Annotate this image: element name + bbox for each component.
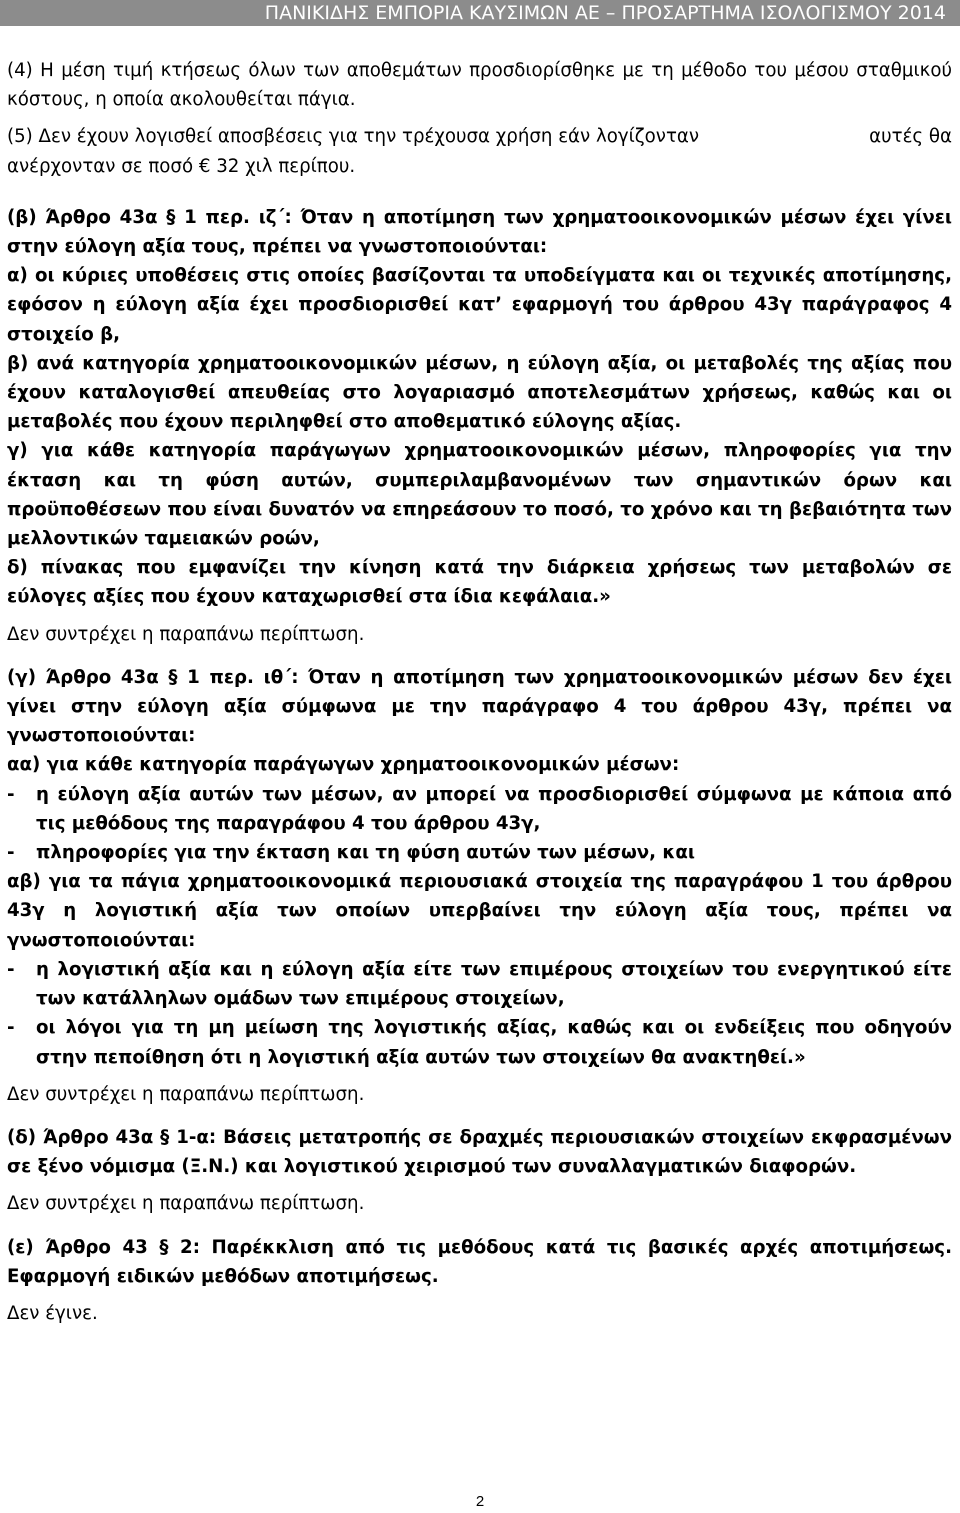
- page-header: ΠΑΝΙΚΙΔΗΣ ΕΜΠΟΡΙΑ ΚΑΥΣΙΜΩΝ ΑΕ – ΠΡΟΣΑΡΤΗΜΑ ΙΣΟΛΟΓΙΣΜΟΥ 2014: [0, 0, 960, 26]
- bullet-dash: -: [7, 1017, 15, 1039]
- section-b-item-d: δ) πίνακας που εμφανίζει την κίνηση κατά την διάρκεια χρήσεως των μεταβολών σε εύλογες αξίες που έχουν καταχωρισθεί στα ίδια κεφάλαια.»: [7, 557, 952, 608]
- bullet-text: η εύλογη αξία αυτών των μέσων, αν μπορεί να προσδιορισθεί σύμφωνα με κάποια από τις μεθόδους της παραγράφου 4 του άρθρου 43γ,: [36, 783, 952, 834]
- bullet-text: πληροφορίες για την έκταση και τη φύση αυτών των μέσων, και: [36, 842, 695, 864]
- section-c-aa-bullet: [7, 780, 952, 838]
- section-c-item-ab: αβ) για τα πάγια χρηματοοικονομικά περιουσιακά στοιχεία της παραγράφου 1 του άρθρου 43γ η λογιστική αξία των οποίων υπερβαίνει την εύλογη αξία τους, πρέπει να γνωστοποιούνται:: [7, 871, 952, 951]
- note-5-line-2: ανέρχονταν σε ποσό € 32 χιλ περίπου.: [7, 155, 356, 177]
- section-c-item-aa: αα) για κάθε κατηγορία παράγωγων χρηματοοικονομικών μέσων:: [7, 754, 680, 776]
- section-b-answer: Δεν συντρέχει η παραπάνω περίπτωση.: [7, 623, 365, 645]
- section-b-item-a: α) οι κύριες υποθέσεις στις οποίες βασίζονται τα υποδείγματα και οι τεχνικές αποτίμησης, εφόσον η εύλογη αξία έχει προσδιορισθεί κατ’ εφαρμογή του άρθρου 43γ παράγραφος 4 στοιχείο β,: [7, 265, 952, 345]
- bullet-dash: -: [7, 958, 15, 980]
- note-5-line-1: [7, 122, 952, 151]
- section-b-heading: (β) Άρθρο 43α § 1 περ. ιζ΄: Όταν η αποτίμηση των χρηματοοικονομικών μέσων έχει γίνει στην εύλογη αξία τους, πρέπει να γνωστοποιούνται:: [7, 206, 952, 258]
- bullet-dash: -: [7, 842, 15, 864]
- bullet-dash: -: [7, 783, 15, 805]
- section-c-answer: Δεν συντρέχει η παραπάνω περίπτωση.: [7, 1083, 365, 1105]
- section-b-item-b: β) ανά κατηγορία χρηματοοικονομικών μέσων, η εύλογη αξία, οι μεταβολές της αξίας που έχουν καταλογισθεί απευθείας στο λογαριασμό αποτελεσμάτων χρήσεως, καθώς και οι μεταβολές που έχουν περιληφθεί στο αποθεματικό εύλογης αξίας.: [7, 352, 952, 433]
- section-c-ab-bullet: [7, 955, 952, 1013]
- document-body: [7, 56, 952, 1328]
- bullet-text: η λογιστική αξία και η εύλογη αξία είτε των επιμέρους στοιχείων του ενεργητικού είτε των κατάλληλων ομάδων των επιμέρους στοιχείων,: [36, 958, 952, 1010]
- section-c-heading: (γ) Άρθρο 43α § 1 περ. ιθ΄: Όταν η αποτίμηση των χρηματοοικονομικών μέσων δεν έχει γίνει στην εύλογη αξία σύμφωνα με την παράγραφο 4 του άρθρου 43γ, πρέπει να γνωστοποιούνται:: [7, 666, 952, 747]
- note-5-text-b: αυτές θα: [869, 126, 952, 148]
- section-d-heading: (δ) Άρθρο 43α § 1-α: Βάσεις μετατροπής σε δραχμές περιουσιακών στοιχείων εκφρασμένων σε ξένο νόμισμα (Ξ.Ν.) και λογιστικού χειρισμού των συναλλαγματικών διαφορών.: [7, 1126, 952, 1178]
- note-5-text-a: (5) Δεν έχουν λογισθεί αποσβέσεις για την τρέχουσα χρήση εάν λογίζονταν: [7, 126, 700, 148]
- section-e-answer: Δεν έγινε.: [7, 1302, 98, 1324]
- section-b-item-c: γ) για κάθε κατηγορία παράγωγων χρηματοοικονομικών μέσων, πληροφορίες για την έκταση και τη φύση αυτών, συμπεριλαμβανομένων των σημαντικών όρων και προϋποθέσεων που είναι δυνατόν να επηρεάσουν το ποσό, το χρόνο και τη βεβαιότητα των μελλοντικών ταμειακών ροών,: [7, 440, 952, 550]
- section-e-heading: (ε) Άρθρο 43 § 2: Παρέκκλιση από τις μεθόδους κατά τις βασικές αρχές αποτιμήσεως. Εφαρμογή ειδικών μεθόδων αποτιμήσεως.: [7, 1236, 952, 1287]
- bullet-text: οι λόγοι για τη μη μείωση της λογιστικής αξίας, καθώς και οι ενδείξεις που οδηγούν στην πεποίθηση ότι η λογιστική αξία αυτών των στοιχείων θα ανακτηθεί.»: [36, 1017, 952, 1068]
- section-c-ab-bullet: [7, 1013, 952, 1071]
- section-c-aa-bullet: [7, 838, 952, 867]
- note-4: (4) Η μέση τιμή κτήσεως όλων των αποθεμάτων προσδιορίσθηκε με τη μέθοδο του μέσου σταθμικού κόστους, η οποία ακολουθείται πάγια.: [7, 60, 952, 111]
- page-number: 2: [475, 1493, 485, 1510]
- section-d-answer: Δεν συντρέχει η παραπάνω περίπτωση.: [7, 1193, 365, 1215]
